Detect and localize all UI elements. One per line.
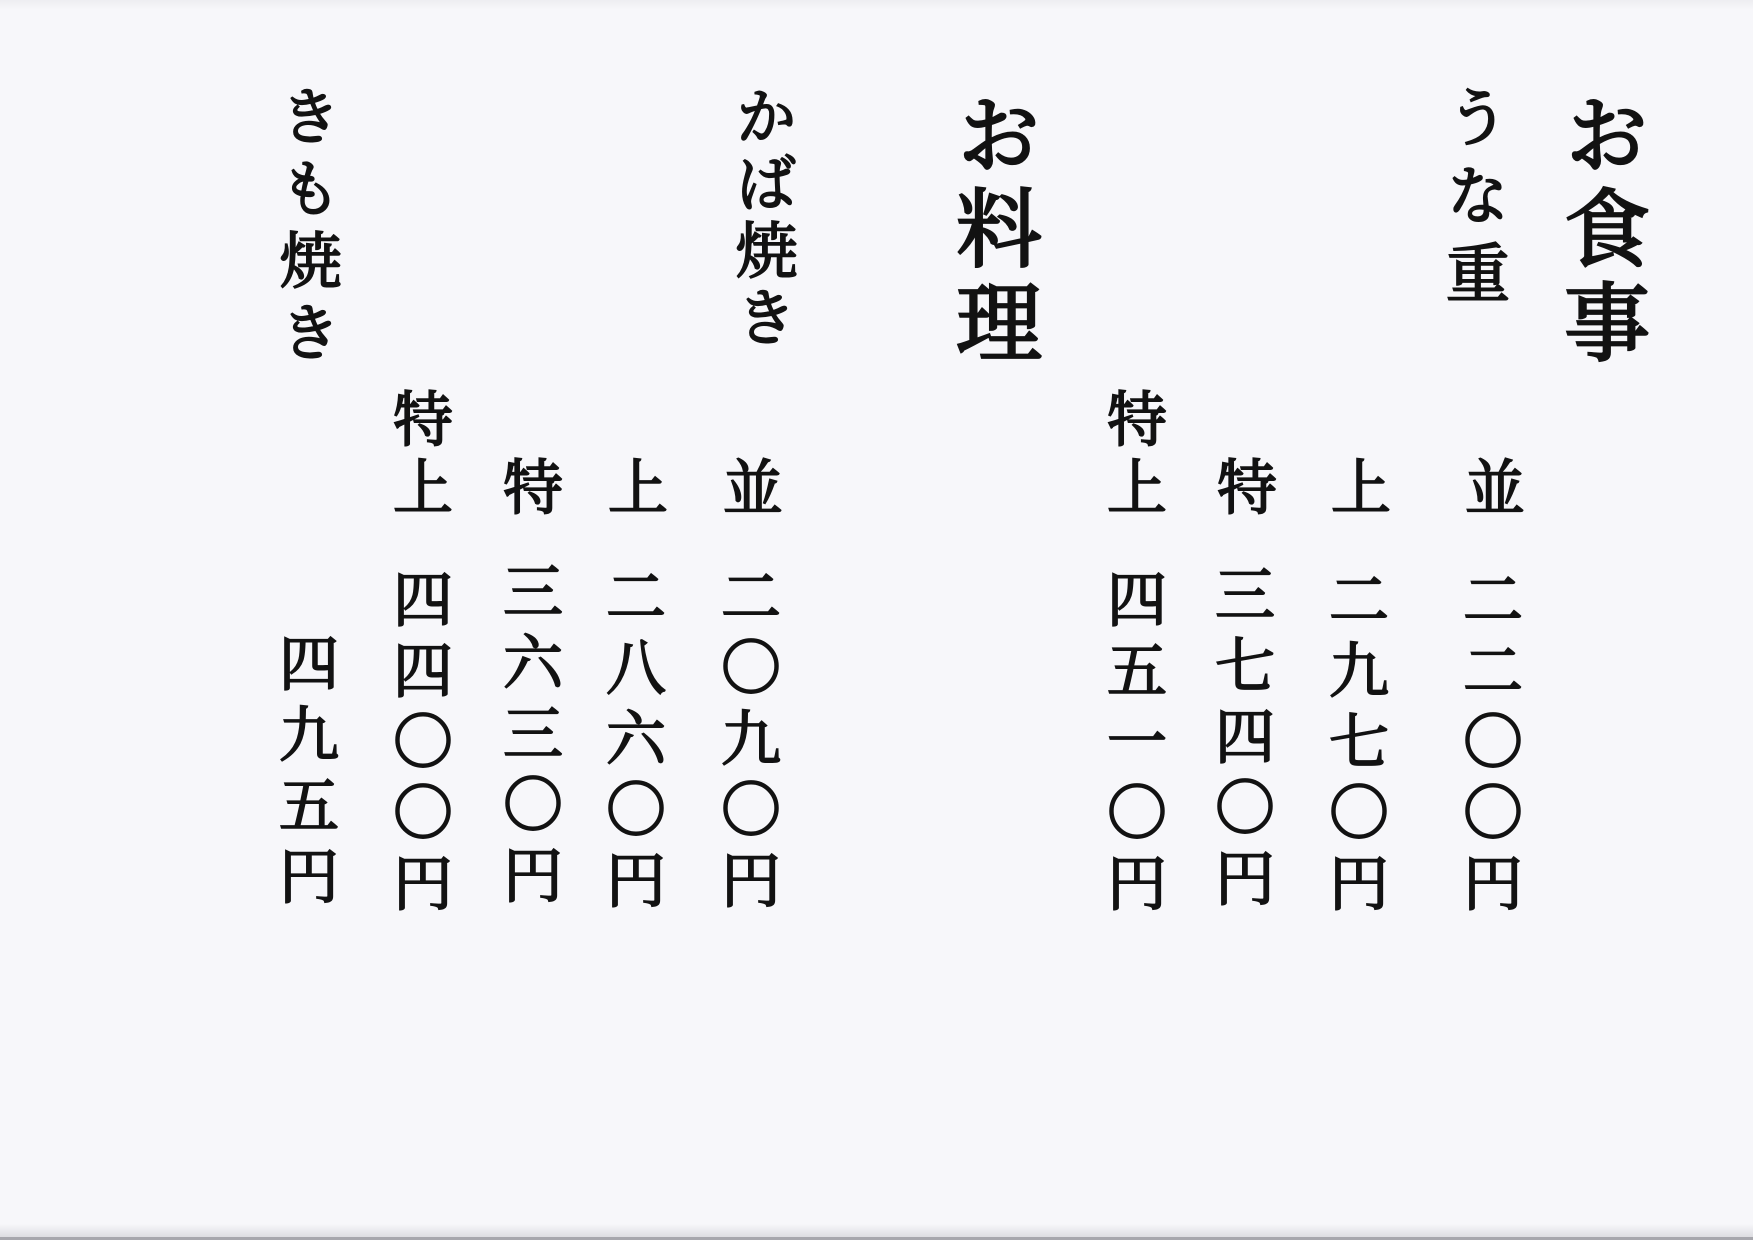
yen-unit: 円 [269, 845, 339, 916]
price-numerals: 三六三〇 [493, 560, 563, 844]
price-numerals: 二〇九〇 [711, 565, 781, 849]
section-title-meals: お食事 [1549, 90, 1650, 372]
yen-unit: 円 [1205, 847, 1275, 918]
price-amount [1205, 563, 1275, 918]
price-numerals: 四四〇〇 [383, 568, 453, 852]
price-amount [493, 560, 563, 915]
item-name-kabayaki: かば焼き [725, 84, 798, 352]
price-amount [269, 632, 339, 916]
price-amount [1319, 568, 1389, 923]
grade-label: 特上 [383, 388, 453, 524]
yen-unit: 円 [1097, 852, 1167, 923]
yen-unit: 円 [1453, 852, 1523, 923]
yen-unit: 円 [383, 852, 453, 923]
grade-label: 上 [598, 456, 668, 524]
price-numerals: 二九七〇 [1319, 568, 1389, 852]
price-amount [1097, 568, 1167, 923]
grade-label: 特 [1207, 456, 1277, 524]
grade-label: 並 [1455, 456, 1525, 524]
yen-unit: 円 [493, 844, 563, 915]
price-numerals: 三七四〇 [1205, 563, 1275, 847]
price-amount [1453, 568, 1523, 923]
yen-unit: 円 [596, 849, 666, 920]
yen-unit: 円 [711, 849, 781, 920]
price-amount [596, 565, 666, 920]
price-amount [383, 568, 453, 923]
price-numerals: 四九五 [269, 632, 339, 845]
grade-label: 並 [713, 456, 783, 524]
price-numerals: 二二〇〇 [1453, 568, 1523, 852]
scan-artifact-top [0, 0, 1753, 10]
item-name-kimoyaki: きも焼き [269, 84, 342, 372]
price-amount [711, 565, 781, 920]
grade-label: 上 [1321, 456, 1391, 524]
section-title-dishes: お料理 [941, 90, 1042, 372]
grade-label: 特上 [1097, 388, 1167, 524]
yen-unit: 円 [1319, 852, 1389, 923]
price-numerals: 四五一〇 [1097, 568, 1167, 852]
grade-label: 特 [493, 456, 563, 524]
item-name-unaju: うな重 [1435, 84, 1510, 318]
price-numerals: 二八六〇 [596, 565, 666, 849]
